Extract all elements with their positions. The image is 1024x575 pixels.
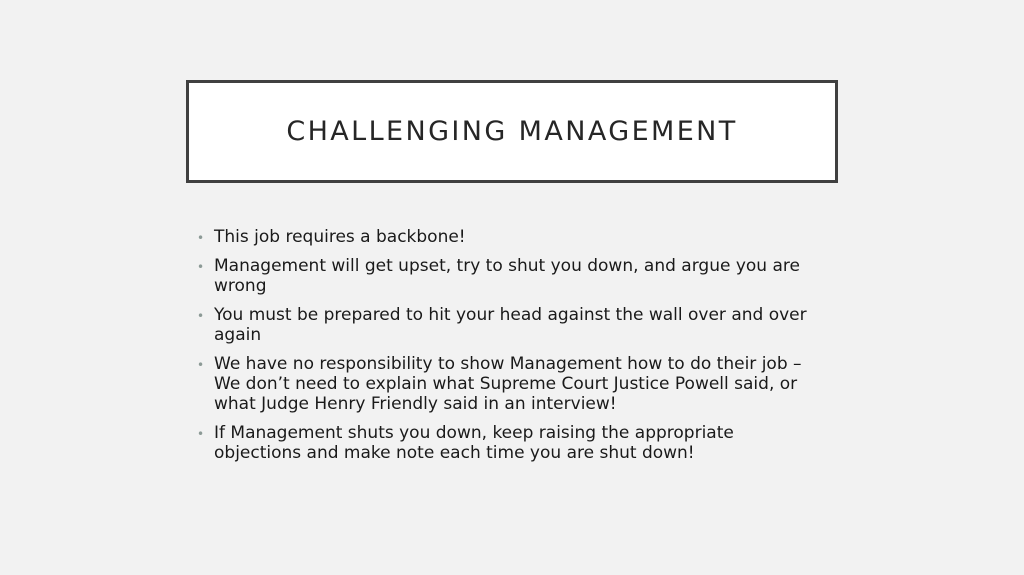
bullet-list	[195, 227, 815, 472]
bullet-dot-icon: •	[197, 427, 205, 441]
bullet-item	[195, 423, 815, 463]
bullet-item	[195, 354, 815, 414]
bullet-item	[195, 305, 815, 345]
bullet-dot-icon: •	[197, 309, 205, 323]
bullet-dot-icon: •	[197, 231, 205, 245]
slide-title: CHALLENGING MANAGEMENT	[286, 116, 738, 147]
bullet-text: Management will get upset, try to shut you down, and argue you are wrong	[214, 256, 800, 296]
bullet-item	[195, 227, 815, 247]
bullet-text: If Management shuts you down, keep raising the appropriate objections and make note each time you are shut down!	[214, 423, 734, 463]
title-box	[186, 80, 838, 183]
bullet-text: This job requires a backbone!	[214, 227, 466, 247]
bullet-dot-icon: •	[197, 358, 205, 372]
bullet-text: We have no responsibility to show Management how to do their job – We don’t need to explain what Supreme Court Justice Powell said, or what Judge Henry Friendly said in an interview!	[214, 354, 802, 414]
bullet-dot-icon: •	[197, 260, 205, 274]
bullet-item	[195, 256, 815, 296]
bullet-text: You must be prepared to hit your head against the wall over and over again	[214, 305, 807, 345]
